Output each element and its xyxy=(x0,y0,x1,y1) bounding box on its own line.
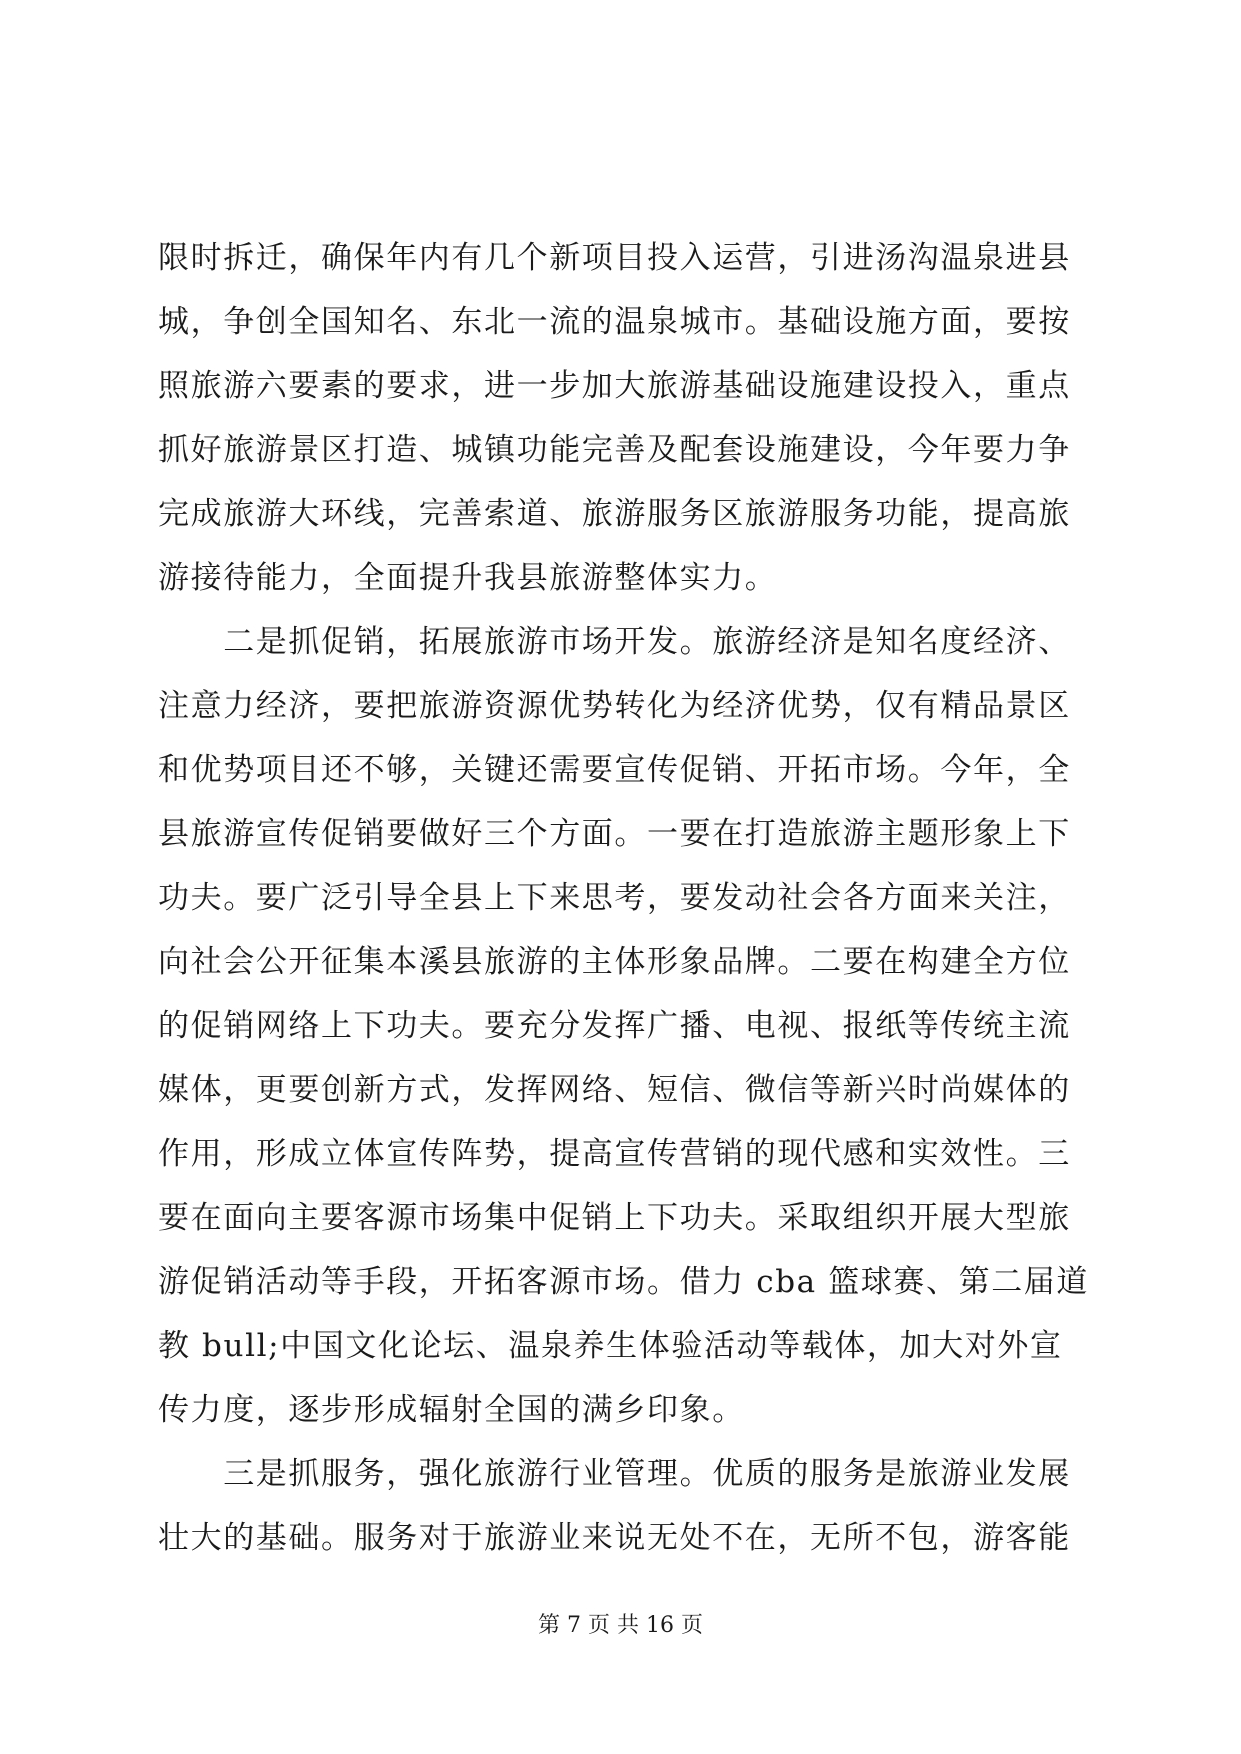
text-line: 游接待能力，全面提升我县旅游整体实力。 xyxy=(158,560,778,596)
text-line: 抓好旅游景区打造、城镇功能完善及配套设施建设，今年要力争 xyxy=(158,432,1071,468)
text-line: 照旅游六要素的要求，进一步加大旅游基础设施建设投入，重点 xyxy=(158,368,1071,404)
text-line: 教 bull;中国文化论坛、温泉养生体验活动等载体，加大对外宣 xyxy=(158,1328,1063,1364)
page-number-footer: 第 7 页 共 16 页 xyxy=(538,1613,703,1638)
text-line: 传力度，逐步形成辐射全国的满乡印象。 xyxy=(158,1392,745,1428)
text-line: 三是抓服务，强化旅游行业管理。优质的服务是旅游业发展 xyxy=(158,1456,1071,1492)
text-line: 游促销活动等手段，开拓客源市场。借力 cba 篮球赛、第二届道 xyxy=(158,1264,1089,1300)
text-line: 的促销网络上下功夫。要充分发挥广播、电视、报纸等传统主流 xyxy=(158,1008,1071,1044)
text-line: 媒体，更要创新方式，发挥网络、短信、微信等新兴时尚媒体的 xyxy=(158,1072,1071,1108)
text-line: 要在面向主要客源市场集中促销上下功夫。采取组织开展大型旅 xyxy=(158,1200,1071,1236)
document-body xyxy=(158,226,1088,1570)
text-line: 作用，形成立体宣传阵势，提高宣传营销的现代感和实效性。三 xyxy=(158,1136,1071,1172)
text-line: 注意力经济，要把旅游资源优势转化为经济优势，仅有精品景区 xyxy=(158,688,1071,724)
text-line: 完成旅游大环线，完善索道、旅游服务区旅游服务功能，提高旅 xyxy=(158,496,1071,532)
text-line: 城，争创全国知名、东北一流的温泉城市。基础设施方面，要按 xyxy=(158,304,1071,340)
text-line: 功夫。要广泛引导全县上下来思考，要发动社会各方面来关注， xyxy=(158,880,1071,916)
text-line: 县旅游宣传促销要做好三个方面。一要在打造旅游主题形象上下 xyxy=(158,816,1071,852)
text-line: 和优势项目还不够，关键还需要宣传促销、开拓市场。今年，全 xyxy=(158,752,1071,788)
text-line: 向社会公开征集本溪县旅游的主体形象品牌。二要在构建全方位 xyxy=(158,944,1071,980)
text-line: 壮大的基础。服务对于旅游业来说无处不在，无所不包，游客能 xyxy=(158,1520,1071,1556)
text-line: 限时拆迁，确保年内有几个新项目投入运营，引进汤沟温泉进县 xyxy=(158,240,1071,276)
text-line: 二是抓促销，拓展旅游市场开发。旅游经济是知名度经济、 xyxy=(158,624,1071,660)
